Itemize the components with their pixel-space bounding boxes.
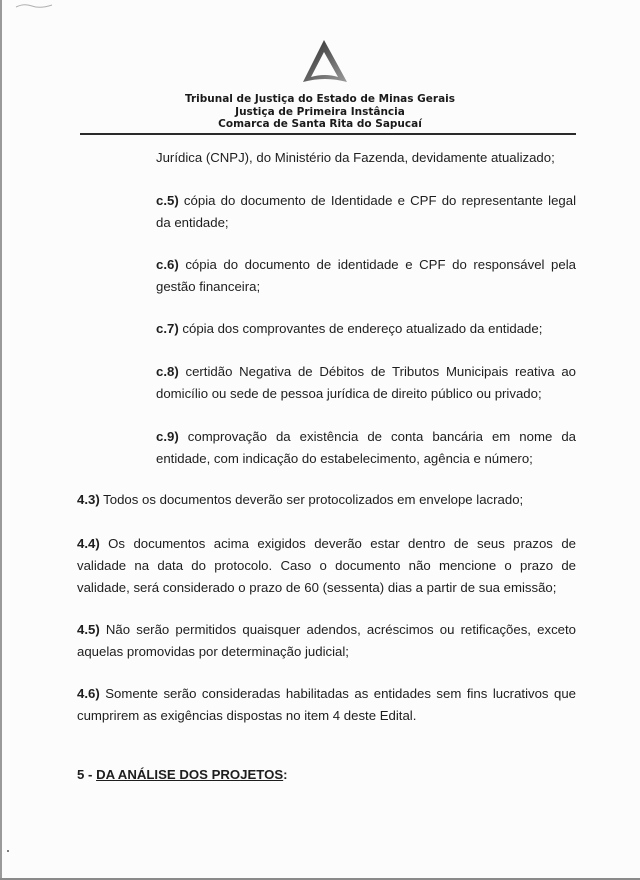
item-label: c.9): [156, 429, 179, 444]
clause-text: Somente serão consideradas habilitadas as entidades sem fins lucrativos que cumprirem as exigências dispostas no item 4 deste Edital.: [77, 686, 576, 723]
clause-text: Não serão permitidos quaisquer adendos, acréscimos ou retificações, exceto aquelas promovidas por determinação judicial;: [77, 622, 576, 659]
item-text: cópia do documento de identidade e CPF do responsável pela gestão financeira;: [156, 257, 576, 294]
pencil-mark: [14, 2, 54, 8]
item-c8: [156, 361, 576, 405]
clause-text: Todos os documentos deverão ser protocolizados em envelope lacrado;: [99, 492, 524, 507]
letterhead-instance: Justiça de Primeira Instância: [235, 105, 405, 118]
header-divider: [80, 133, 576, 135]
item-text: certidão Negativa de Débitos de Tributos Municipais reativa ao domicílio ou sede de pessoa jurídica de direito público ou privado;: [156, 364, 576, 401]
clause-label: 4.5): [77, 622, 100, 637]
clause-label: 4.3): [77, 492, 100, 507]
item-text: comprovação da existência de conta bancária em nome da entidade, com indicação do estabelecimento, agência e número;: [156, 429, 576, 466]
section-suffix: :: [283, 767, 288, 782]
item-c9: [156, 426, 576, 470]
item-label: c.5): [156, 193, 179, 208]
clause-label: 4.6): [77, 686, 100, 701]
item-c6: [156, 254, 576, 298]
clause-4-3: [77, 489, 576, 511]
document-letterhead: [0, 93, 640, 131]
continuation-paragraph: Jurídica (CNPJ), do Ministério da Fazenda, devidamente atualizado;: [156, 150, 555, 165]
section-title: DA ANÁLISE DOS PROJETOS: [96, 767, 284, 782]
court-triangle-logo-icon: [300, 38, 350, 86]
clause-4-5: [77, 619, 576, 663]
item-c7: [156, 318, 576, 340]
item-c5: [156, 190, 576, 234]
letterhead-district: Comarca de Santa Rita do Sapucaí: [218, 118, 422, 130]
section-number: 5 -: [77, 767, 97, 782]
item-label: c.7): [156, 321, 179, 336]
clause-4-6: [77, 683, 576, 727]
item-text: cópia do documento de Identidade e CPF do representante legal da entidade;: [156, 193, 576, 230]
scan-speck: [7, 850, 9, 852]
clause-4-4: [77, 533, 576, 599]
item-text: cópia dos comprovantes de endereço atualizado da entidade;: [178, 321, 543, 336]
section-heading: [77, 767, 288, 782]
item-label: c.8): [156, 364, 179, 379]
letterhead-court-name: Tribunal de Justiça do Estado de Minas Gerais: [184, 93, 456, 105]
clause-text: Os documentos acima exigidos deverão estar dentro de seus prazos de validade na data do protocolo. Caso o documento não mencione o prazo de validade, será considerado o prazo de 60 (sessenta) dias a partir de sua emissão;: [77, 536, 576, 595]
item-label: c.6): [156, 257, 179, 272]
clause-label: 4.4): [77, 536, 100, 551]
scan-left-edge: [0, 0, 2, 880]
